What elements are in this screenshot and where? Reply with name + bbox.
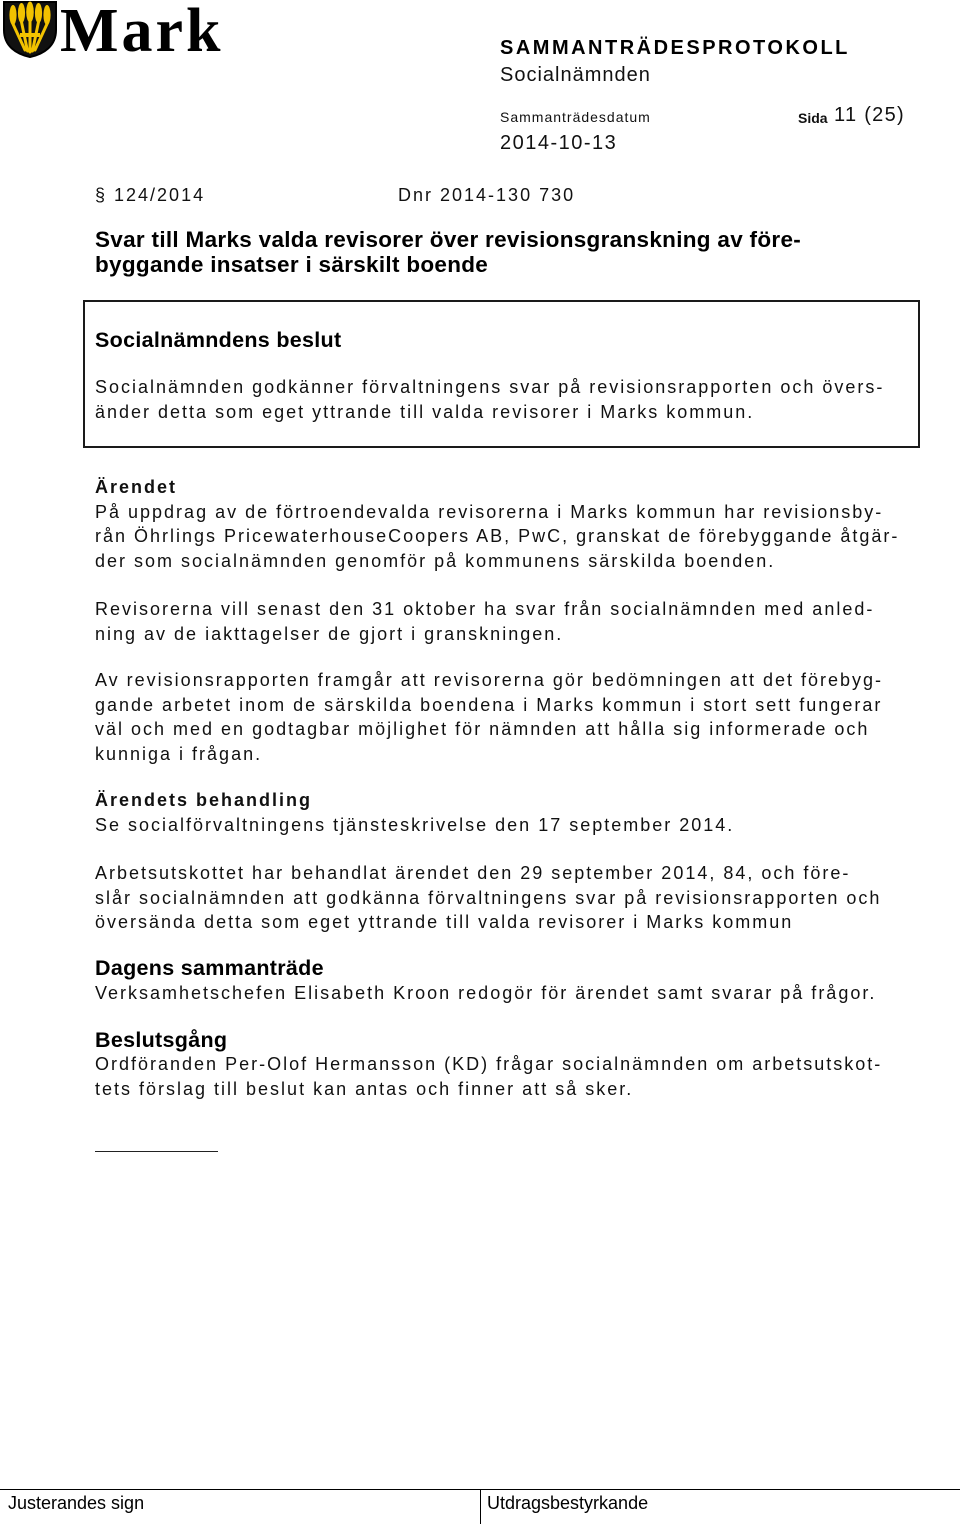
text-line: På uppdrag av de förtroendevalda revisorerna i Marks kommun har revisionsby- [95,501,884,522]
logo-wordmark: Mark [60,0,224,65]
board-name: Socialnämnden [500,64,651,86]
document-type: SAMMANTRÄDESPROTOKOLL [500,37,850,59]
beslutsgang-text [95,1052,882,1101]
text-line: översända detta som eget yttrande till valda revisorer i Marks kommun [95,912,794,933]
arendet-paragraph [95,597,874,646]
footer-column-divider [480,1489,481,1524]
registration-number: Dnr 2014-130 730 [398,185,576,205]
text-line: tets förslag till beslut kan antas och finner att så sker. [95,1078,634,1099]
signature-rule [95,1151,218,1152]
coat-of-arms-icon [2,0,58,58]
text-line: ning av de iakttagelser de gjort i granskningen. [95,623,564,644]
text-line: rån Öhrlings PricewaterhouseCoopers AB, PwC, granskat de förebyggande åtgär- [95,526,900,547]
text-line: väl och med en godtagbar möjlighet för nämnden att hålla sig informerade och [95,719,870,740]
text-line: Revisorerna vill senast den 31 oktober ha svar från socialnämnden med anled- [95,599,875,619]
page-label: Sida [798,110,828,126]
text-line: der som socialnämnden genomför på kommunens särskilda boenden. [95,551,776,572]
text-line: Se socialförvaltningens tjänsteskrivelse den 17 september 2014. [95,814,735,835]
text-line: Av revisionsrapporten framgår att revisorerna gör bedömningen att det förebyg- [95,670,884,690]
handling-section [95,788,734,837]
text-line: Ordföranden Per-Olof Hermansson (KD) frågar socialnämnden om arbetsutskot- [95,1054,883,1074]
text-line: Arbetsutskottet har behandlat ärendet den 29 september 2014, 84, och före- [95,863,851,883]
text-line: Verksamhetschefen Elisabeth Kroon redogör för ärendet samt svarar på frågor. [95,983,877,1003]
meeting-date-label: Sammanträdesdatum [500,109,651,125]
decision-text [95,375,884,424]
arendet-heading: Ärendet [95,477,178,497]
text-line: änder detta som eget yttrande till valda revisorer i Marks kommun. [95,401,755,422]
handling-heading: Ärendets behandling [95,790,313,810]
title-line: byggande insatser i särskilt boende [95,252,489,277]
arendet-paragraph [95,668,883,767]
arendet-section [95,475,899,574]
text-line: gande arbetet inom de särskilda boendena i Marks kommun i stort sett fungerar [95,694,883,715]
footer-signature-label: Justerandes sign [8,1493,145,1513]
decision-heading: Socialnämndens beslut [95,328,342,352]
section-number: § 124/2014 [95,185,206,205]
handling-paragraph [95,861,881,935]
dagens-text [95,981,876,1006]
text-line: slår socialnämnden att godkänna förvaltningens svar på revisionsrapporten och [95,887,882,908]
title-line: Svar till Marks valda revisorer över revisionsgranskning av före- [95,227,802,252]
meeting-date: 2014-10-13 [500,132,618,154]
page-title [95,227,801,277]
text-line: kunniga i frågan. [95,744,263,765]
dagens-heading: Dagens sammanträde [95,956,324,980]
decision-box [83,300,920,448]
text-line: Socialnämnden godkänner förvaltningens svar på revisionsrapporten och övers- [95,377,885,397]
footer-certification-label: Utdragsbestyrkande [487,1493,649,1513]
beslutsgang-heading: Beslutsgång [95,1028,228,1052]
page-number: 11 (25) [834,104,905,126]
